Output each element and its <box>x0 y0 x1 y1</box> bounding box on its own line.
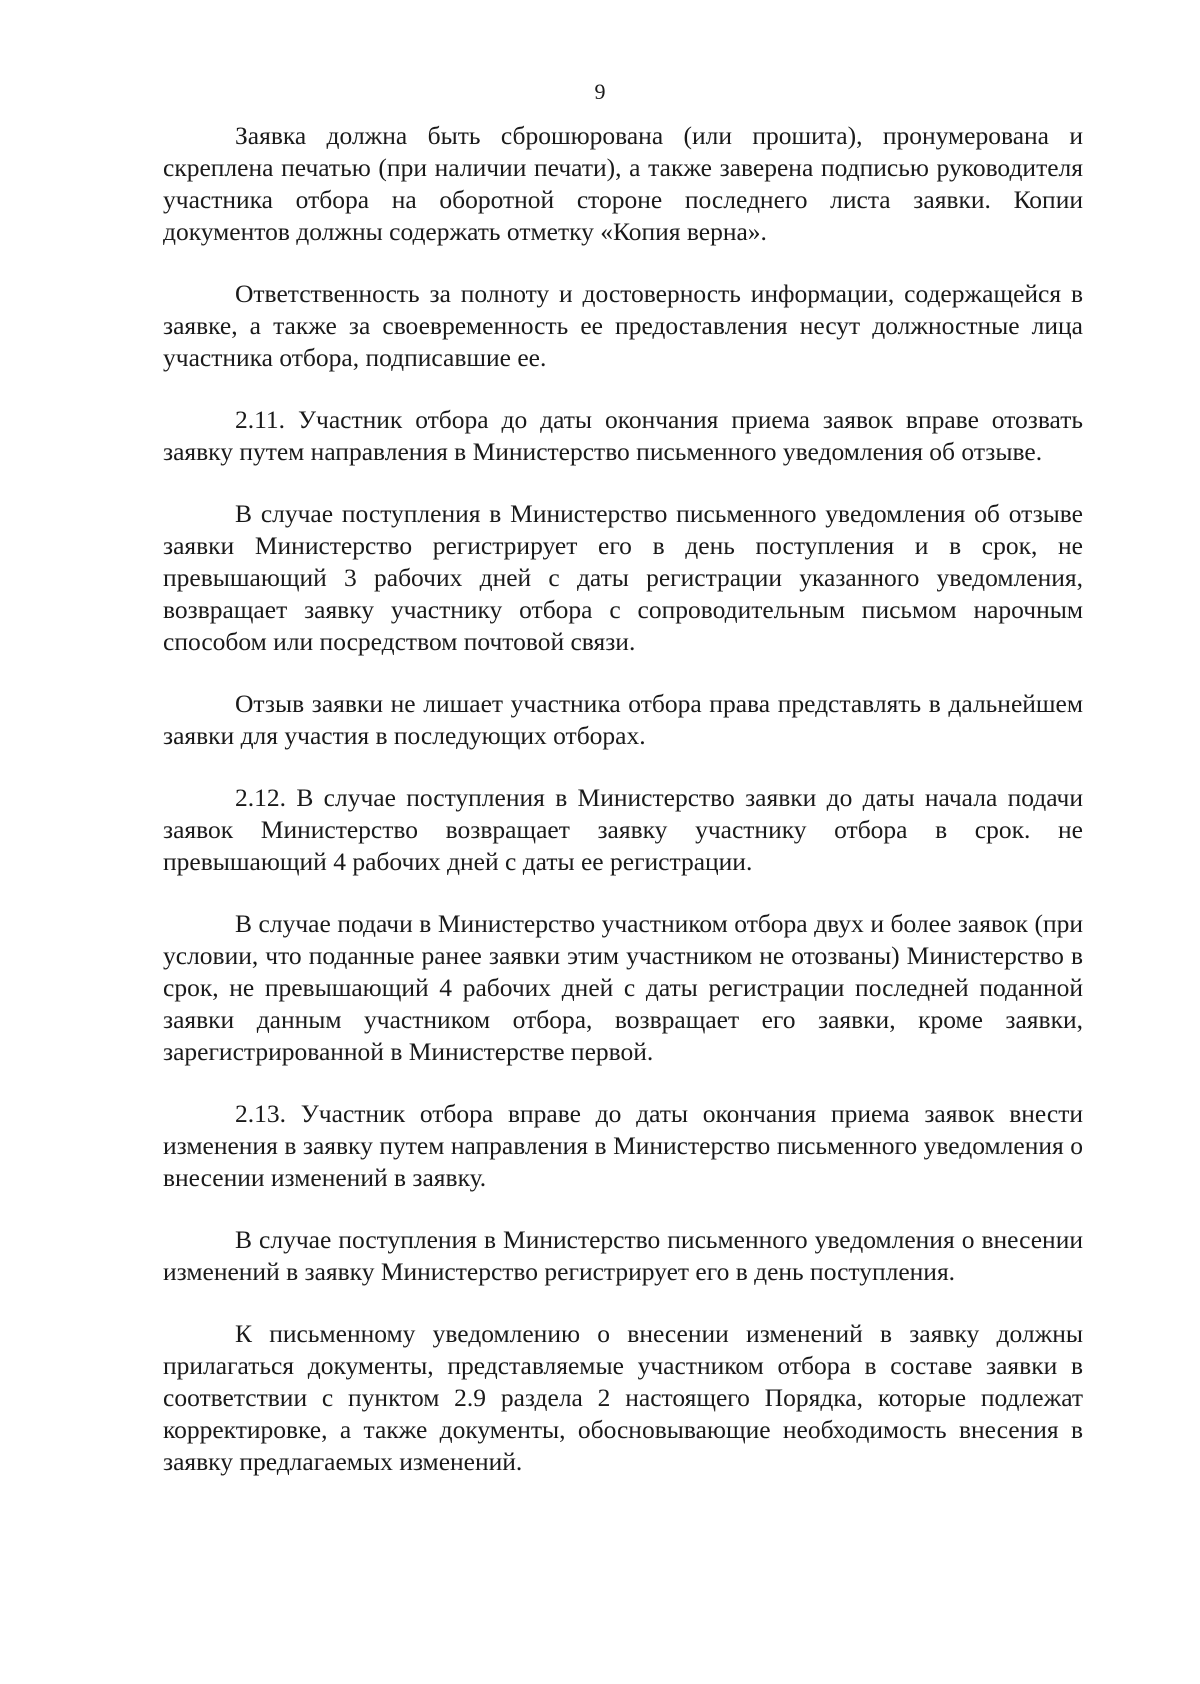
page-number: 9 <box>594 79 606 104</box>
paragraph: В случае поступления в Министерство письменного уведомления о внесении изменений в заявку Министерство регистрирует его в день поступления. <box>163 1225 1083 1286</box>
paragraph: 2.12. В случае поступления в Министерство заявки до даты начала подачи заявок Министерство возвращает заявку участнику отбора в срок. не превышающий 4 рабочих дней с даты ее регистрации. <box>163 783 1083 876</box>
paragraph: Заявка должна быть сброшюрована (или прошита), пронумерована и скреплена печатью (при наличии печати), а также заверена подписью руководителя участника отбора на оборотной стороне последнего листа заявки. Копии документов должны содержать отметку «Копия верна». <box>163 121 1083 246</box>
paragraph: 2.11. Участник отбора до даты окончания приема заявок вправе отозвать заявку путем направления в Министерство письменного уведомления об отзыве. <box>163 405 1083 466</box>
paragraph: В случае поступления в Министерство письменного уведомления об отзыве заявки Министерство регистрирует его в день поступления и в срок, не превышающий 3 рабочих дней с даты регистрации указанного уведомления, возвращает заявку участнику отбора с сопроводительным письмом нарочным способом или посредством почтовой связи. <box>163 499 1083 656</box>
paragraph: В случае подачи в Министерство участником отбора двух и более заявок (при условии, что поданные ранее заявки этим участником не отозваны) Министерство в срок, не превышающий 4 рабочих дней с даты регистрации последней поданной заявки данным участником отбора, возвращает его заявки, кроме заявки, зарегистрированной в Министерстве первой. <box>163 909 1083 1066</box>
paragraph: 2.13. Участник отбора вправе до даты окончания приема заявок внести изменения в заявку путем направления в Министерство письменного уведомления о внесении изменений в заявку. <box>163 1099 1083 1192</box>
paragraph: Ответственность за полноту и достоверность информации, содержащейся в заявке, а также за своевременность ее предоставления несут должностные лица участника отбора, подписавшие ее. <box>163 279 1083 372</box>
paragraph: Отзыв заявки не лишает участника отбора права представлять в дальнейшем заявки для участия в последующих отборах. <box>163 689 1083 750</box>
document-body <box>163 120 1083 1478</box>
paragraph: К письменному уведомлению о внесении изменений в заявку должны прилагаться документы, представляемые участником отбора в составе заявки в соответствии с пунктом 2.9 раздела 2 настоящего Порядка, которые подлежат корректировке, а также документы, обосновывающие необходимость внесения в заявку предлагаемых изменений. <box>163 1319 1083 1476</box>
